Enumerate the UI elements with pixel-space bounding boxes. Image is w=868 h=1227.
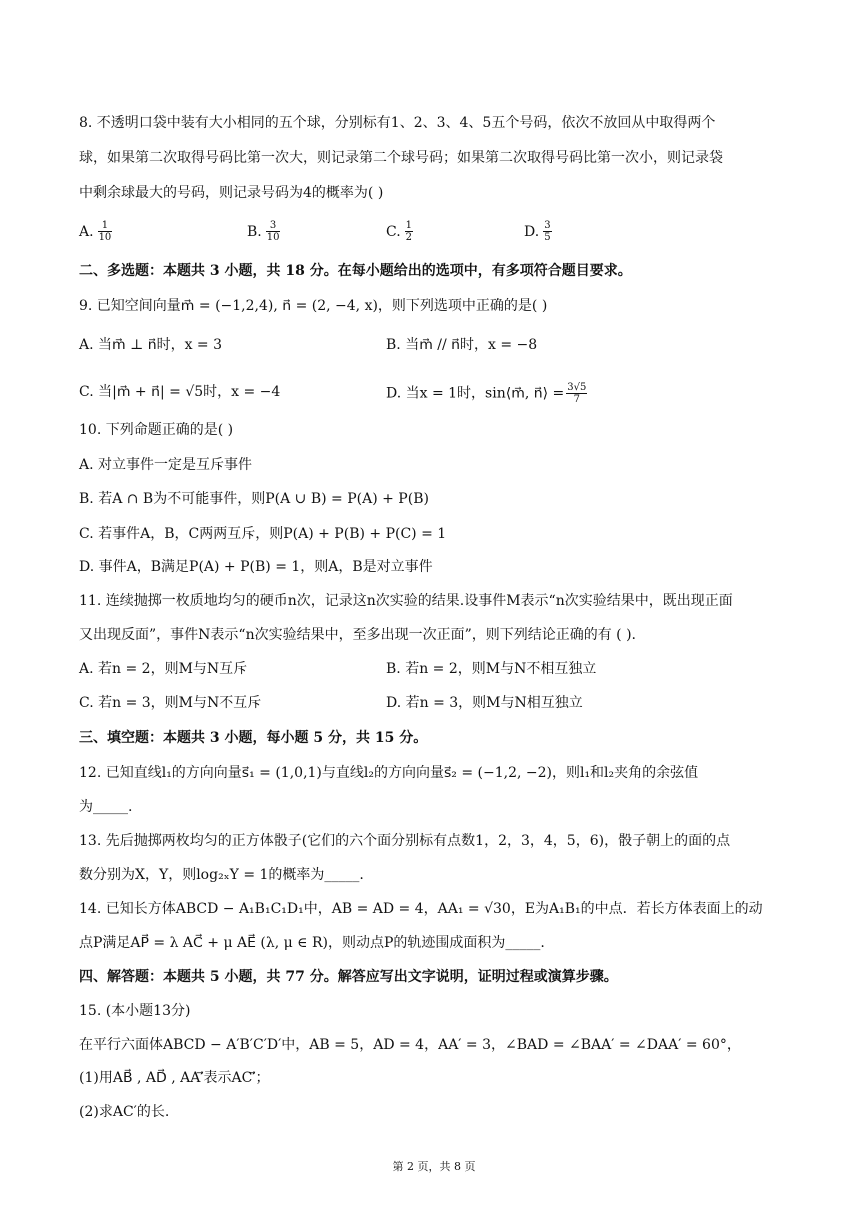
q8-stem-line-1: 8. 不透明口袋中装有大小相同的五个球，分别标有1、2、3、4、5五个号码，依次不放回从中取得两个 xyxy=(79,115,716,131)
q10-option-d: D. 事件A，B满足P(A) + P(B) = 1，则A，B是对立事件 xyxy=(79,559,433,575)
fraction: $\frac{1}{2}$ xyxy=(405,220,413,243)
q9-option-b: B. 当m⃗ // n⃗时，x = −8 xyxy=(386,337,538,353)
q9-option-d: D. 当x = 1时，sin⟨m⃗, n⃗⟩ = $\frac{3√5}{7}$ xyxy=(386,382,587,405)
q14-stem-line-2: 点P满足AP⃗ = λ AC⃗ + μ AE⃗ (λ, μ ∈ R)，则动点P的轨迹围成面积为_____. xyxy=(79,935,545,951)
q8-stem-line-2: 球，如果第二次取得号码比第一次大，则记录第二个球号码；如果第二次取得号码比第一次小，则记录袋 xyxy=(79,150,723,166)
q9-option-a: A. 当m⃗ ⊥ n⃗时，x = 3 xyxy=(79,337,223,353)
q10-stem: 10. 下列命题正确的是( ) xyxy=(79,422,234,438)
q10-option-c: C. 若事件A，B，C两两互斥，则P(A) + P(B) + P(C) = 1 xyxy=(79,526,447,542)
q15-stem: 在平行六面体ABCD − A′B′C′D′中，AB = 5，AD = 4，AA′ = 3，∠BAD = ∠BAA′ = ∠DAA′ = 60°， xyxy=(79,1037,741,1053)
q12-stem-line-2: 为_____. xyxy=(79,799,133,815)
section-heading-fill-in: 三、填空题：本题共 3 小题，每小题 5 分，共 15 分。 xyxy=(79,730,428,746)
q12-stem-line-1: 12. 已知直线l₁的方向向量s⃗₁ = (1,0,1)与直线l₂的方向向量s⃗₂ = (−1,2, −2)，则l₁和l₂夹角的余弦值 xyxy=(79,765,699,781)
q11-stem-line-1: 11. 连续抛掷一枚质地均匀的硬币n次，记录这n次实验的结果.设事件M表示“n次实验结果中，既出现正面 xyxy=(79,593,733,609)
q14-stem-line-1: 14. 已知长方体ABCD − A₁B₁C₁D₁中，AB = AD = 4，AA₁ = √30，E为A₁B₁的中点．若长方体表面上的动 xyxy=(79,901,763,917)
fraction: $\frac{3}{10}$ xyxy=(266,220,280,243)
q15-title: 15. (本小题13分) xyxy=(79,1003,191,1019)
page-footer: 第 2 页，共 8 页 xyxy=(392,1160,476,1173)
q13-stem-line-2: 数分别为X，Y，则log₂ₓY = 1的概率为_____. xyxy=(79,867,364,883)
q8-option-c: C. $\frac{1}{2}$ xyxy=(386,220,413,243)
q11-option-c: C. 若n = 3，则M与N不互斥 xyxy=(79,695,262,711)
q8-option-b: B. $\frac{3}{10}$ xyxy=(247,220,280,243)
q10-option-b: B. 若A ∩ B为不可能事件，则P(A ∪ B) = P(A) + P(B) xyxy=(79,491,429,507)
q8-option-d: D. $\frac{3}{5}$ xyxy=(524,220,551,243)
q9-stem: 9. 已知空间向量m⃗ = (−1,2,4), n⃗ = (2, −4, x)，则下列选项中正确的是( ) xyxy=(79,298,548,314)
q13-stem-line-1: 13. 先后抛掷两枚均匀的正方体骰子(它们的六个面分别标有点数1，2，3，4，5，6)，骰子朝上的面的点 xyxy=(79,833,731,849)
q8-option-a: A. $\frac{1}{10}$ xyxy=(79,220,112,243)
q9-option-c: C. 当|m⃗ + n⃗| = √5时，x = −4 xyxy=(79,384,281,400)
q15-part-2: (2)求AC′的长. xyxy=(79,1104,170,1120)
q15-part-1: (1)用AB⃗ , AD⃗ , AA′⃗表示AC′⃗； xyxy=(79,1070,270,1086)
fraction: $\frac{3√5}{7}$ xyxy=(567,382,587,405)
q8-stem-line-3: 中剩余球最大的号码，则记录号码为4的概率为( ) xyxy=(79,185,384,201)
fraction: $\frac{1}{10}$ xyxy=(98,220,112,243)
q11-option-b: B. 若n = 2，则M与N不相互独立 xyxy=(386,661,597,677)
q10-option-a: A. 对立事件一定是互斥事件 xyxy=(79,457,253,473)
section-heading-multi-choice: 二、多选题：本题共 3 小题，共 18 分。在每小题给出的选项中，有多项符合题目要求。 xyxy=(79,263,632,279)
fraction: $\frac{3}{5}$ xyxy=(544,220,551,243)
q11-option-a: A. 若n = 2，则M与N互斥 xyxy=(79,661,248,677)
q11-stem-line-2: 又出现反面”，事件N表示“n次实验结果中，至多出现一次正面”，则下列结论正确的有 ( ). xyxy=(79,627,637,643)
section-heading-solutions: 四、解答题：本题共 5 小题，共 77 分。解答应写出文字说明，证明过程或演算步骤。 xyxy=(79,969,618,985)
q11-option-d: D. 若n = 3，则M与N相互独立 xyxy=(386,695,583,711)
